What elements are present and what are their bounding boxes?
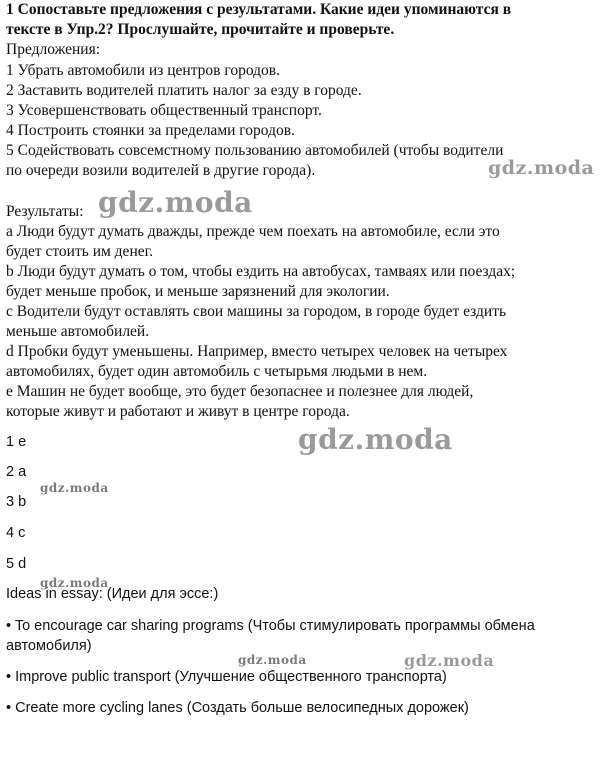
answer-item: 1 e (6, 434, 27, 450)
task-title-line-1: 1 Сопоставьте предложения с результатами. Какие идеи упоминаются в (6, 1, 512, 18)
proposal-item: 1 Убрать автомобили из центров городов. (6, 62, 280, 79)
answer-item: 2 a (6, 464, 27, 480)
result-item: a Люди будут думать дважды, прежде чем поехать на автомобиле, если это (6, 223, 500, 240)
proposal-item: 2 Заставить водителей платить налог за езду в городе. (6, 82, 362, 99)
results-heading: Результаты: (6, 203, 84, 220)
watermark: gdz.moda (404, 651, 495, 670)
result-item: которые живут и работают и живут в центре города. (6, 403, 350, 420)
result-item: будет меньше пробок, и меньше зарязнений для экологии. (6, 283, 390, 300)
watermark: gdz.moda (238, 653, 307, 667)
watermark: gdz.moda (40, 576, 109, 590)
proposal-item: 3 Усовершенствовать общественный транспорт. (6, 102, 322, 119)
watermark: gdz.moda (298, 423, 453, 456)
proposal-item: 4 Построить стоянки за пределами городов. (6, 122, 295, 139)
task-title-line-2: тексте в Упр.2? Прослушайте, прочитайте и проверьте. (6, 21, 395, 38)
proposals-heading: Предложения: (6, 41, 101, 58)
result-item: e Машин не будет вообще, это будет безопаснее и полезнее для людей, (6, 383, 474, 400)
result-item: b Люди будут думать о том, чтобы ездить на автобусах, тамваях или поездах; (6, 263, 516, 280)
essay-item: • Create more cycling lanes (Создать больше велосипедных дорожек) (6, 700, 469, 716)
watermark: gdz.moda (40, 481, 109, 495)
essay-item: • Improve public transport (Улучшение общественного транспорта) (6, 669, 447, 685)
essay-heading: Ideas in essay: (Идеи для эссе:) (6, 586, 219, 602)
result-item: меньше автомобилей. (6, 323, 150, 340)
answer-item: 3 b (6, 494, 27, 510)
watermark: gdz.moda (488, 157, 595, 179)
result-item: c Водители будут оставлять свои машины за городом, в городе будет ездить (6, 303, 507, 320)
proposal-item: по очереди возили водителей в другие города). (6, 162, 316, 179)
result-item: будет стоить им денег. (6, 243, 154, 260)
result-item: автомобилях, будет один автомобиль с четырьмя людьми в нем. (6, 363, 428, 380)
proposal-item: 5 Содействовать совсемстному пользованию автомобилей (чтобы водители (6, 142, 504, 159)
result-item: d Пробки будут уменьшены. Например, вместо четырех человек на четырех (6, 343, 508, 360)
answer-item: 5 d (6, 556, 27, 572)
essay-item: автомобиля) (6, 638, 92, 654)
answer-item: 4 c (6, 525, 26, 541)
essay-item: • To encourage car sharing programs (Чтобы стимулировать программы обмена (6, 618, 535, 634)
watermark: gdz.moda (98, 186, 253, 219)
